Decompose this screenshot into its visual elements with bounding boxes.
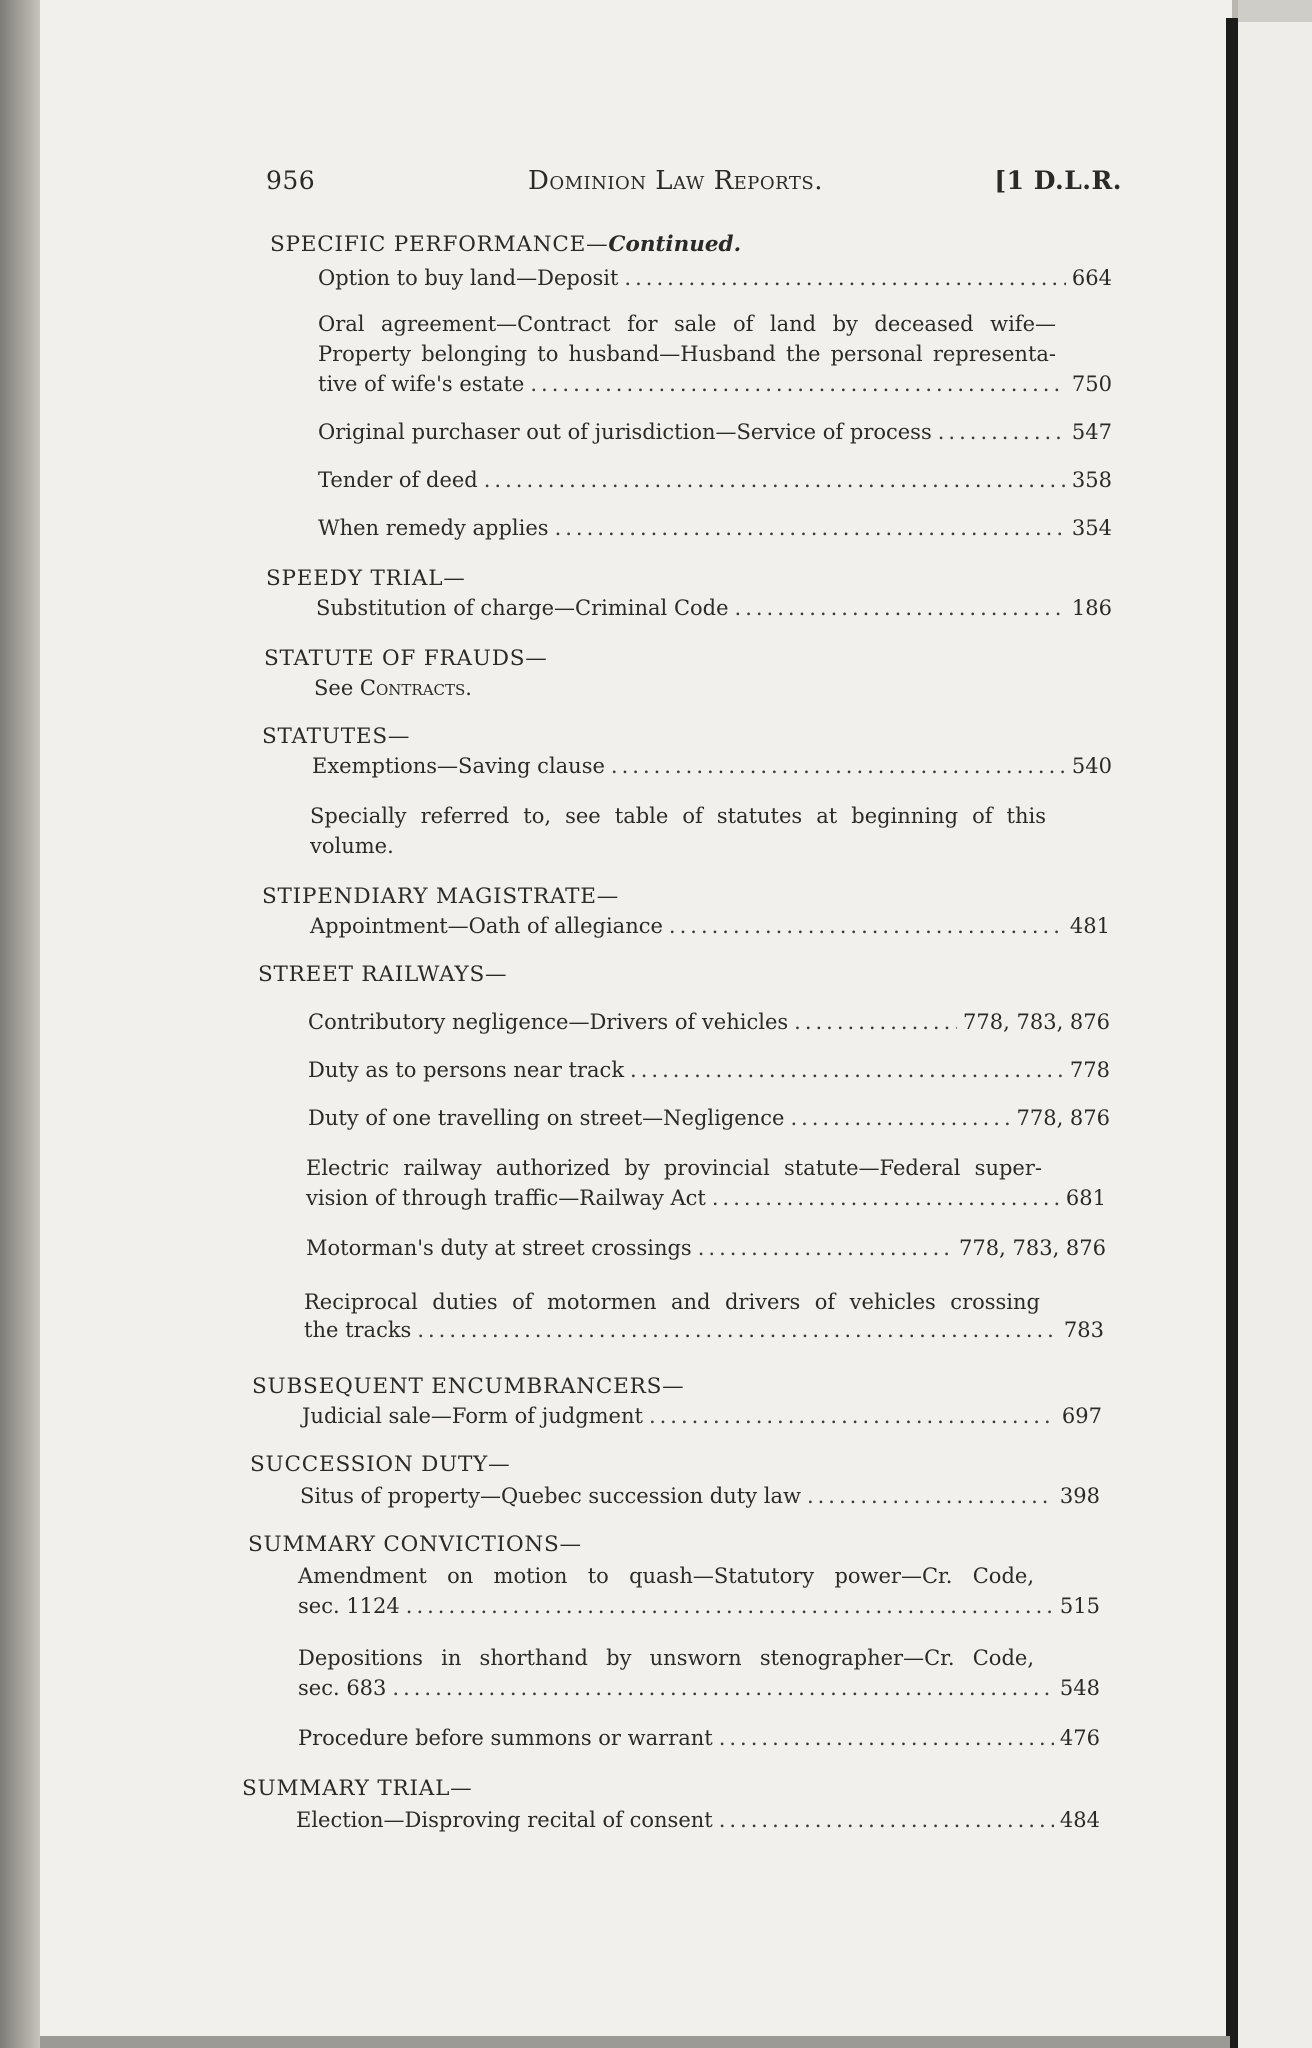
page-reference: 664 (1071, 266, 1112, 290)
page-reference: 354 (1071, 516, 1112, 540)
index-heading: SUBSEQUENT ENCUMBRANCERS— (252, 1374, 685, 1399)
page-reference: 778, 783, 876 (963, 1010, 1110, 1034)
running-header (266, 166, 1122, 206)
index-entry: Situs of property—Quebec succession duty law ..... 398 (300, 1484, 1100, 1514)
index-heading: STIPENDIARY MAGISTRATE— (262, 884, 620, 909)
index-entry: Appointment—Oath of allegiance ..... 481 (310, 914, 1110, 944)
index-entry: Procedure before summons or warrant ..... 476 (298, 1726, 1100, 1756)
index-heading: SPECIFIC PERFORMANCE—Continued. (270, 232, 742, 257)
index-heading: STREET RAILWAYS— (258, 962, 508, 987)
index-heading: STATUTE OF FRAUDS— (264, 646, 548, 671)
index-entry-line: Property belonging to husband—Husband the personal representa- (318, 342, 1056, 366)
volume-reference: [1 D.L.R. (994, 166, 1122, 195)
index-entry: Duty as to persons near track ..... 778 (308, 1058, 1110, 1088)
page-reference: 750 (1071, 372, 1112, 396)
index-entry-line: Oral agreement—Contract for sale of land by deceased wife— (318, 312, 1056, 336)
index-heading: SUMMARY CONVICTIONS— (248, 1532, 582, 1557)
page-reference: 515 (1059, 1594, 1100, 1618)
index-entry: sec. 683 ..... 548 (298, 1676, 1100, 1706)
publication-title: Dominion Law Reports. (528, 166, 823, 196)
page-gutter (1226, 18, 1238, 2048)
cross-reference: Contracts. (359, 676, 472, 700)
index-entry: Tender of deed ..... 358 (318, 468, 1112, 498)
index-entry: Substitution of charge—Criminal Code ..... 186 (316, 596, 1112, 626)
page-reference: 484 (1059, 1808, 1100, 1832)
index-entry: Duty of one travelling on street—Negligence ..... 778, 876 (308, 1106, 1110, 1136)
page-reference: 778, 876 (1016, 1106, 1110, 1130)
see-also-reference: See Contracts. (314, 676, 472, 700)
index-entry: vision of through traffic—Railway Act ..... 681 (306, 1186, 1106, 1216)
index-entry: Contributory negligence—Drivers of vehicles ..... 778, 783, 876 (308, 1010, 1110, 1040)
page-number: 956 (266, 166, 316, 195)
page-reference: 681 (1065, 1186, 1106, 1210)
index-entry: tive of wife's estate ..... 750 (318, 372, 1112, 402)
index-entry: Judicial sale—Form of judgment ..... 697 (302, 1404, 1102, 1434)
index-entry-line: Reciprocal duties of motormen and drivers of vehicles crossing (304, 1290, 1040, 1314)
index-entry-line: Specially referred to, see table of statutes at beginning of this (310, 804, 1046, 828)
page-reference: 783 (1063, 1318, 1104, 1342)
heading-continued: Continued. (608, 232, 742, 257)
index-heading: SPEEDY TRIAL— (266, 566, 466, 591)
index-heading: SUMMARY TRIAL— (242, 1776, 473, 1801)
index-entry: Option to buy land—Deposit ..... 664 (318, 266, 1112, 296)
index-heading: SUCCESSION DUTY— (250, 1452, 511, 1477)
page-reference: 540 (1071, 754, 1112, 778)
index-entry: Election—Disproving recital of consent ..... 484 (296, 1808, 1100, 1838)
index-entry-line: volume. (310, 834, 394, 858)
index-entry-line: Amendment on motion to quash—Statutory power—Cr. Code, (298, 1564, 1034, 1588)
index-heading: STATUTES— (262, 724, 411, 749)
page-reference: 778 (1069, 1058, 1110, 1082)
page-reference: 186 (1071, 596, 1112, 620)
index-entry: sec. 1124 ..... 515 (298, 1594, 1100, 1624)
facing-page-edge (1238, 0, 1312, 2048)
index-entry: Motorman's duty at street crossings ..... 778, 783, 876 (306, 1236, 1106, 1266)
index-entry-line: Depositions in shorthand by unsworn stenographer—Cr. Code, (298, 1646, 1034, 1670)
page-reference: 358 (1071, 468, 1112, 492)
book-spine-shadow (0, 0, 42, 2048)
page-reference: 778, 783, 876 (959, 1236, 1106, 1260)
page-reference: 697 (1061, 1404, 1102, 1428)
index-entry-line: Electric railway authorized by provincial statute—Federal super- (306, 1156, 1042, 1180)
page-reference: 481 (1069, 914, 1110, 938)
index-entry: Original purchaser out of jurisdiction—Service of process ..... 547 (318, 420, 1112, 450)
page-reference: 548 (1059, 1676, 1100, 1700)
page-reference: 547 (1071, 420, 1112, 444)
index-entry: the tracks ..... 783 (304, 1318, 1104, 1348)
page-bottom-edge (40, 2036, 1230, 2048)
page-reference: 476 (1059, 1726, 1100, 1750)
page-reference: 398 (1059, 1484, 1100, 1508)
index-entry: Exemptions—Saving clause ..... 540 (312, 754, 1112, 784)
index-entry: When remedy applies ..... 354 (318, 516, 1112, 546)
